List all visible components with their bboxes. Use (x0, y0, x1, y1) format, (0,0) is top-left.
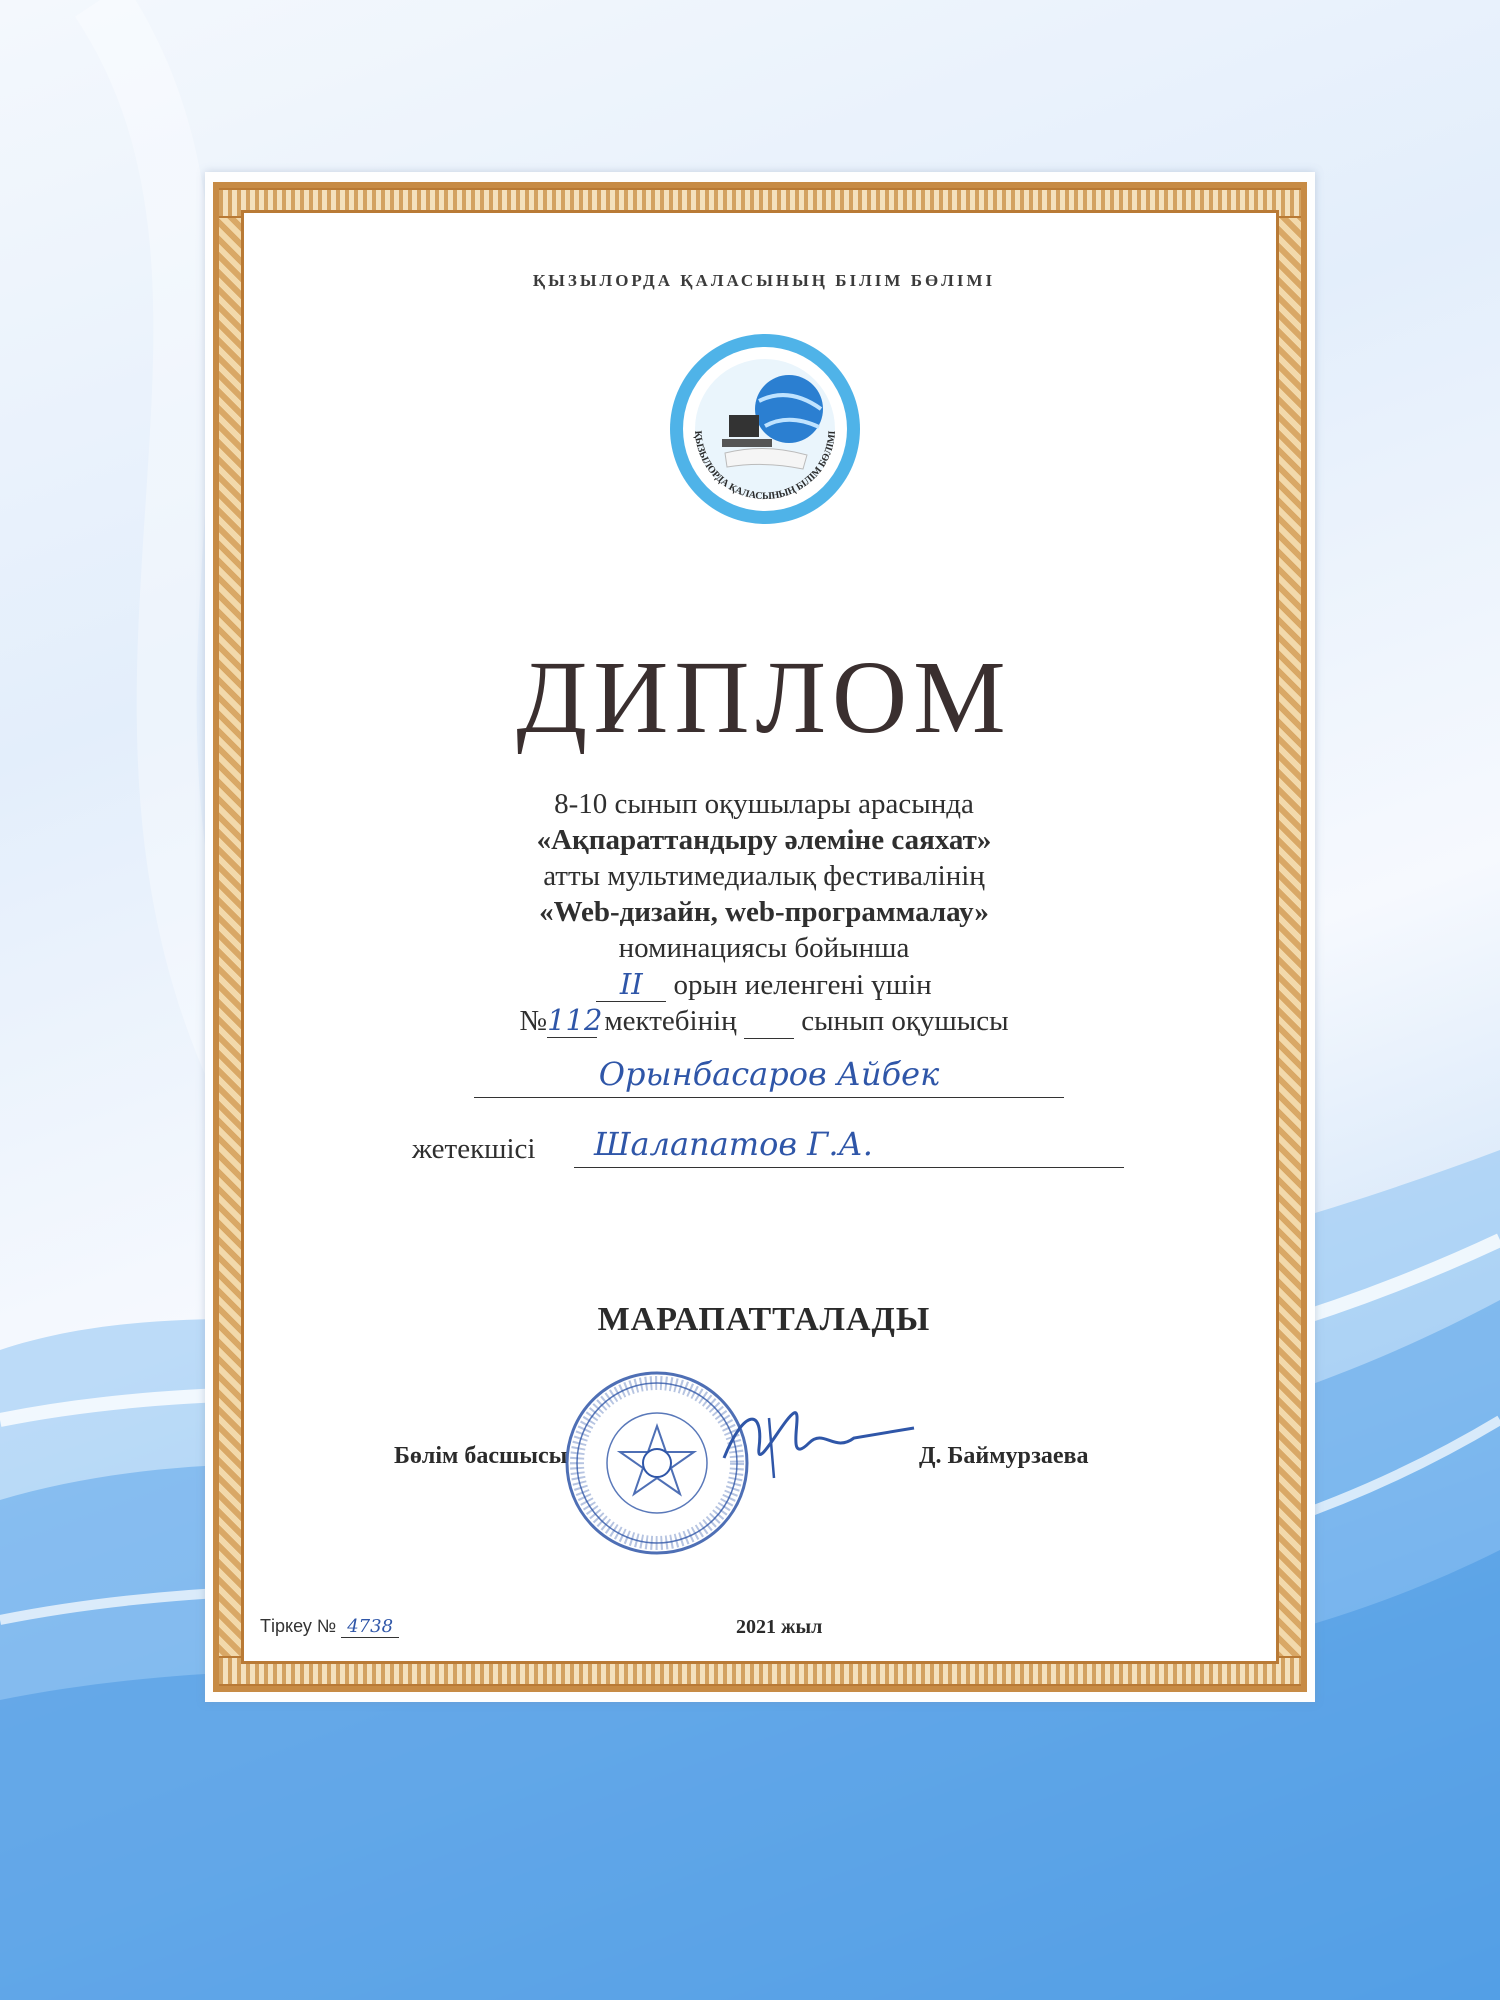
diploma-title: ДИПЛОМ (516, 640, 1012, 755)
nomination-name: «Web-дизайн, web-программалау» (539, 896, 989, 928)
class-text: сынып оқушысы (801, 1005, 1009, 1037)
place-value: II (596, 967, 666, 1002)
diploma-sheet (205, 172, 1315, 1702)
body-line-5: номинациясы бойынша (618, 932, 910, 964)
registration-label: Тіркеу № (260, 1616, 337, 1636)
signatory-name: Д. Баймурзаева (919, 1443, 1089, 1469)
student-name-line (474, 1055, 1064, 1098)
festival-name: «Ақпараттандыру әлеміне саяхат» (536, 824, 992, 856)
class-blank (744, 1004, 794, 1039)
supervisor-name: Шалапатов Г.А. (594, 1125, 873, 1163)
place-text: орын иеленгені үшін (673, 969, 932, 1001)
body-line-3: атты мультимедиалық фестивалінің (543, 860, 985, 892)
supervisor-line (574, 1125, 1124, 1168)
school-line (244, 1003, 1284, 1039)
svg-text:ҚЫЗЫЛОРДА ҚАЛАСЫНЫҢ БІЛІМ БӨЛІ: ҚЫЗЫЛОРДА ҚАЛАСЫНЫҢ БІЛІМ БӨЛІМІ (691, 430, 838, 503)
organization-name: ҚЫЗЫЛОРДА ҚАЛАСЫНЫҢ БІЛІМ БӨЛІМІ (532, 271, 996, 290)
school-text: мектебінің (604, 1005, 737, 1037)
handwritten-signature-icon (714, 1398, 924, 1488)
registration-number: 4738 (341, 1616, 399, 1638)
diploma-content-area (241, 210, 1279, 1664)
school-number: 112 (547, 1003, 603, 1037)
supervisor-label: жетекшісі (412, 1133, 536, 1165)
education-department-emblem-icon (667, 331, 863, 527)
signatory-position: Бөлім басшысы (394, 1443, 568, 1469)
issue-year: 2021 жыл (736, 1616, 823, 1638)
ornamental-frame (213, 182, 1307, 1692)
body-line-1: 8-10 сынып оқушылары арасында (554, 788, 974, 820)
place-line (244, 967, 1284, 1002)
awarded-text: МАРАПАТТАЛАДЫ (597, 1301, 931, 1338)
registration-line (260, 1616, 399, 1637)
number-sign: № (519, 1005, 548, 1037)
student-name: Орынбасаров Айбек (598, 1055, 940, 1093)
